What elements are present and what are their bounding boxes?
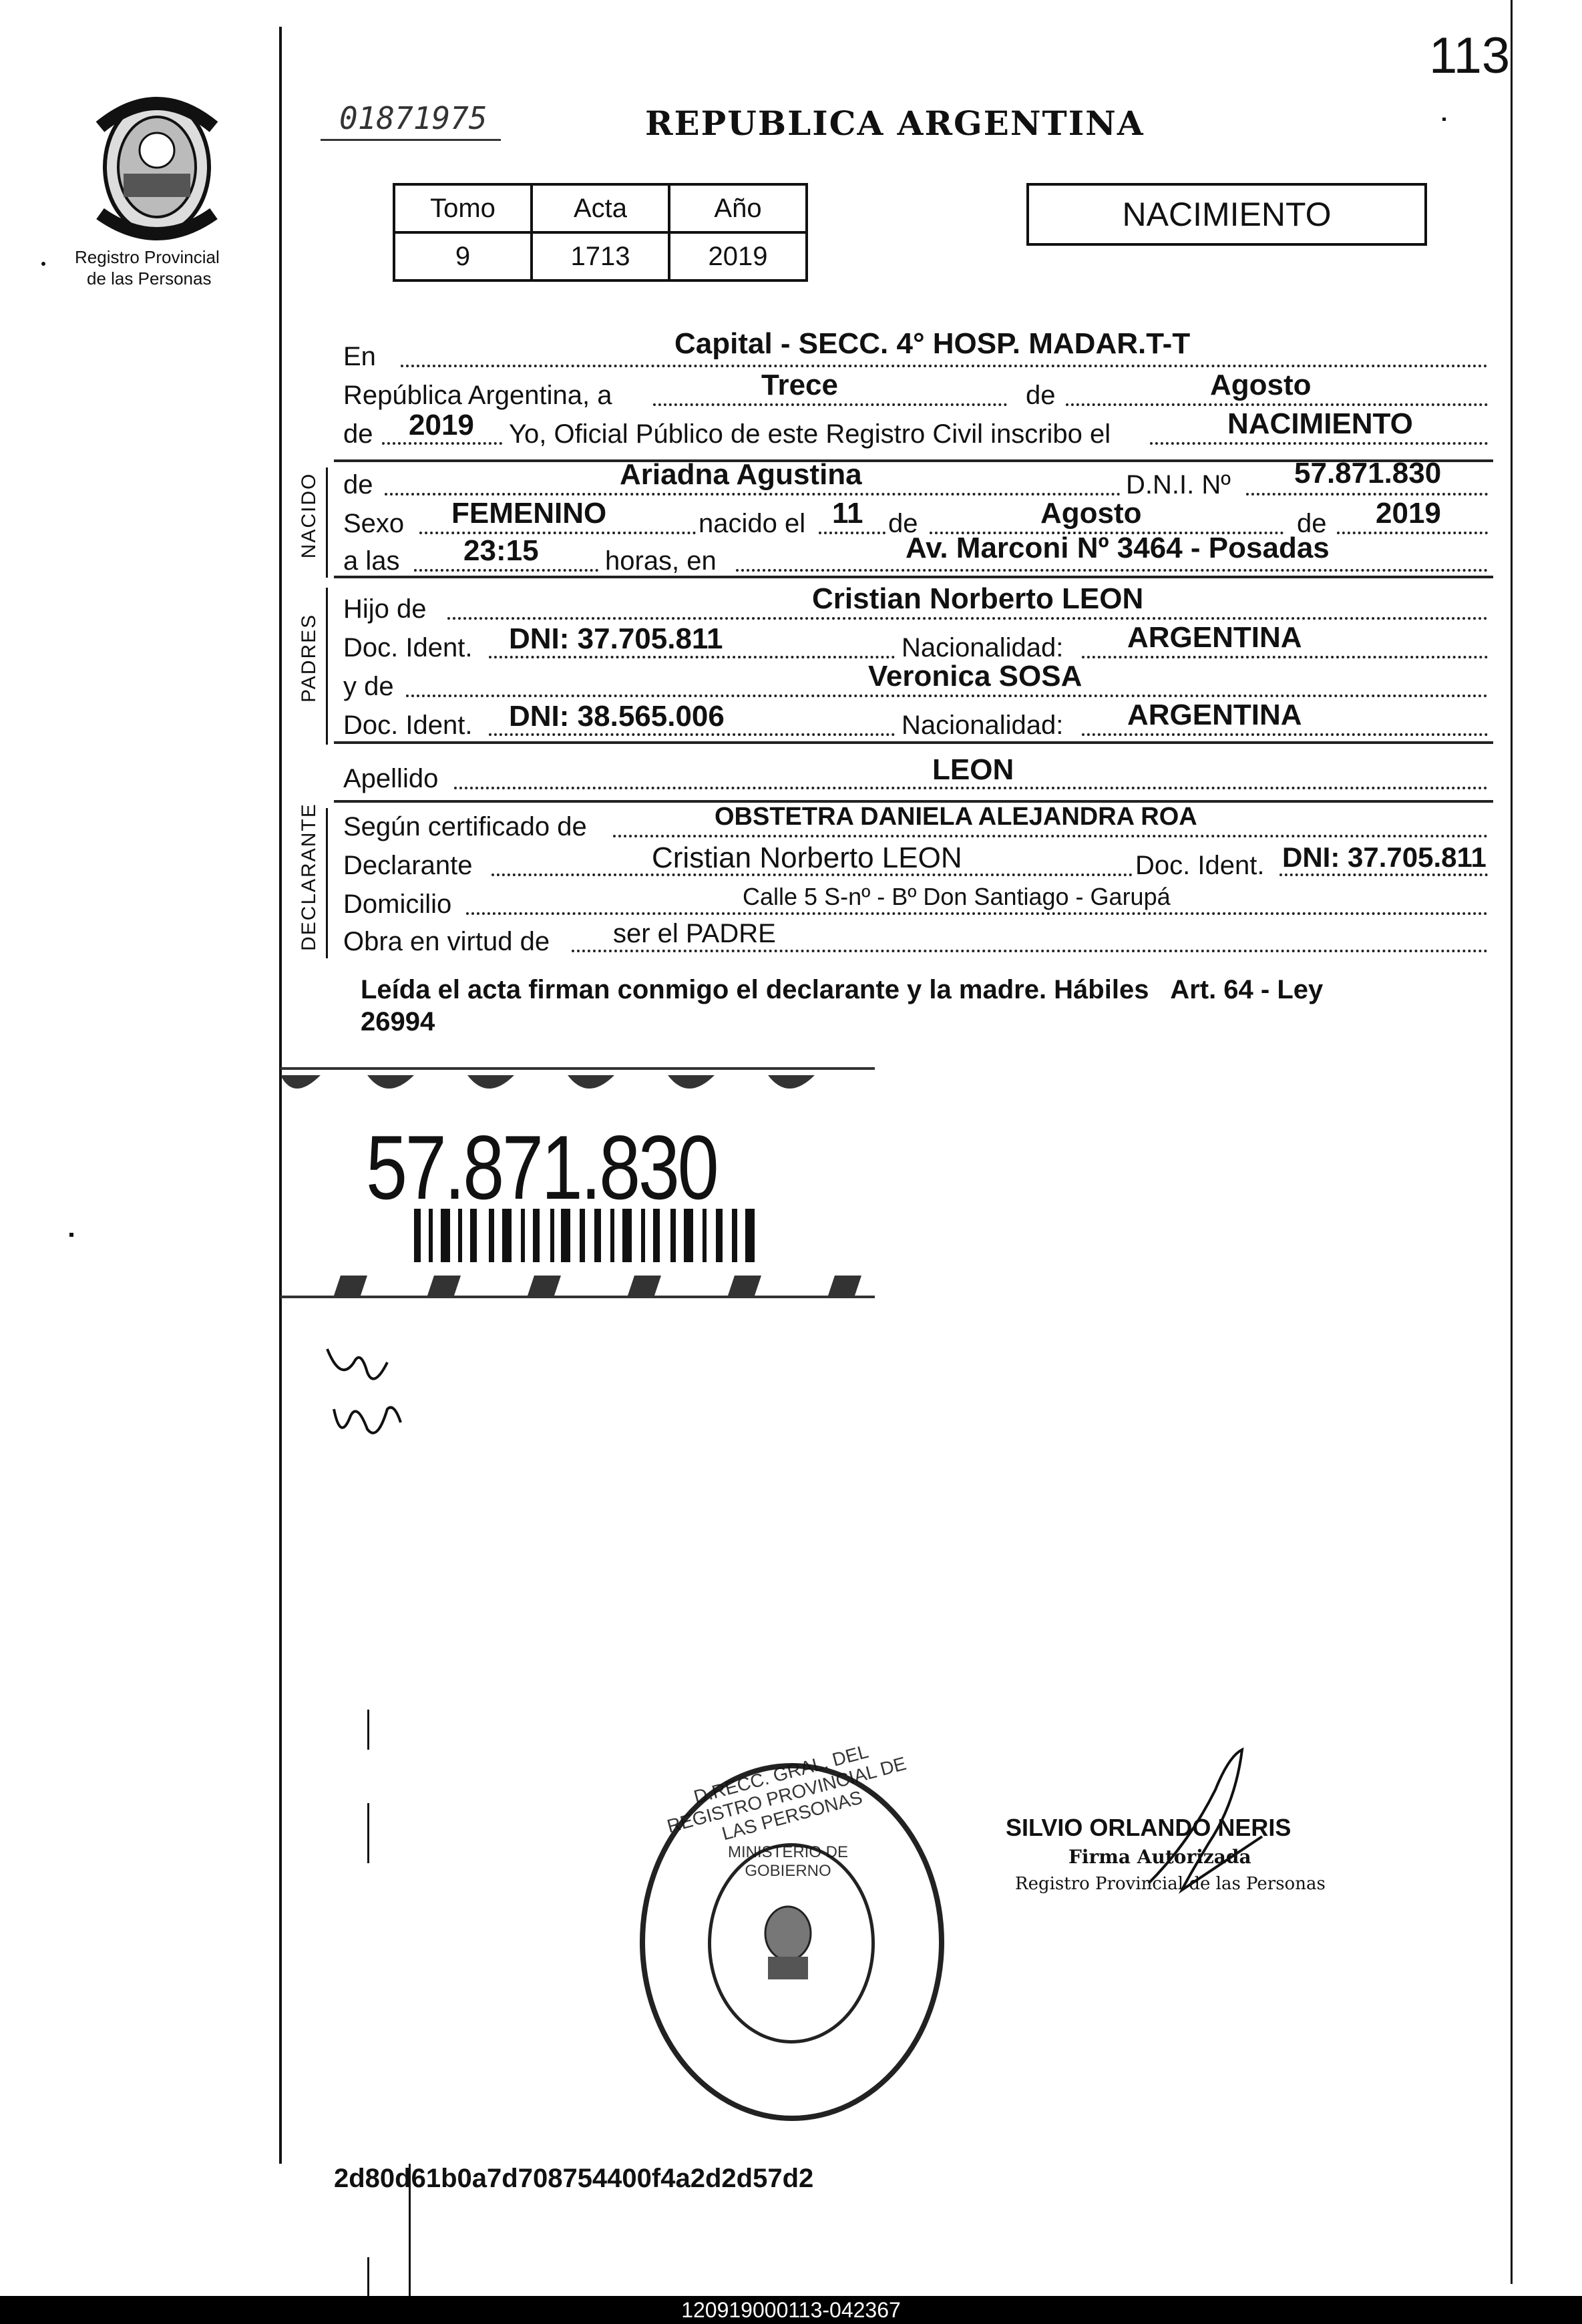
father-name: Cristian Norberto LEON [812,582,1144,615]
footer-code: 120919000113-042367 [681,2298,901,2322]
certificado-label: Según certificado de [343,812,587,841]
seal-inner-text: MINISTERIO DE GOBIERNO [727,1843,848,1880]
record-table [393,183,808,282]
stray-mark-1 [69,1233,73,1237]
nacido-el-label: nacido el [699,509,806,538]
birth-day: 11 [832,497,863,530]
sexo-label: Sexo [343,509,405,538]
year-dots [382,442,502,445]
stray-mark-2 [1442,118,1446,121]
seal-outer-text: D.RECC. GRAL. DEL REGISTRO PROVINCIAL DE LAS PERSONAS [664,1740,909,1845]
oficial-text: Yo, Oficial Público de este Registro Civil inscribo el [509,419,1111,449]
page-number: 113 [1429,27,1511,84]
country-title: REPUBLICA ARGENTINA [645,104,1145,143]
serial-number: 01871975 [339,100,487,136]
month-dots [1066,403,1488,406]
signatory-name: SILVIO ORLANDO NERIS [1006,1814,1292,1841]
bust-emblem-icon [755,1903,821,1983]
birth-month: Agosto [1040,497,1142,530]
republica-label: República Argentina, a [343,381,612,410]
declarante-bracket [326,808,328,958]
year-value: 2019 [409,409,474,441]
dni-label: D.N.I. Nº [1126,470,1231,500]
obra-label: Obra en virtud de [343,927,550,956]
inscribo-dots [1150,442,1488,445]
certificado-dots [613,835,1488,837]
father-nat-dots [1082,656,1488,658]
apellido-value: LEON [932,753,1014,786]
padres-bracket [326,588,328,745]
signatory-line2: Firma Autorizada [1068,1846,1251,1868]
birth-place: Av. Marconi Nº 3464 - Posadas [906,532,1330,564]
apellido-dots [454,787,1488,789]
mother-dots [406,695,1488,697]
en-label: En [343,342,376,371]
tick-1 [367,1710,369,1750]
hijo-label: Hijo de [343,594,427,624]
dni-dots [1246,493,1488,496]
name-dots [385,493,1121,496]
apellido-label: Apellido [343,764,439,793]
logo-caption-2: de las Personas [87,268,212,288]
mother-nationality: ARGENTINA [1127,699,1302,731]
obra-dots [572,950,1488,952]
serial-underline [321,139,501,141]
mother-nat-label: Nacionalidad: [902,711,1064,740]
domicilio-dots [466,912,1488,915]
padres-section-label: PADRES [298,613,320,703]
record-type-box: NACIMIENTO [1026,183,1427,246]
footer-bar [0,2296,1582,2324]
birth-hour: 23:15 [463,534,539,567]
mother-doc-dots [489,733,895,736]
domicilio-value: Calle 5 S-nº - Bº Don Santiago - Garupá [743,883,1171,910]
nacido-de-label: de [343,470,373,500]
closing-text-line1: Leída el acta firman conmigo el declarante y la madre. Hábiles Art. 64 - Ley [361,975,1324,1004]
birthplace-dots [736,569,1488,572]
sexo-dots [419,532,696,534]
signature-scribble-icon [321,1336,414,1456]
logo-caption-1: Registro Provincial [75,247,220,267]
right-border-line [1511,0,1513,2284]
father-nat-label: Nacionalidad: [902,633,1064,662]
de-label-1: de [1026,381,1056,410]
day-value: Trece [761,369,838,401]
provincial-logo [87,87,227,240]
nacido-bracket [326,467,328,578]
divider-2 [334,576,1493,578]
header-tomo: Tomo [394,184,532,232]
hour-dots [414,569,598,572]
tick-3 [367,2257,369,2297]
value-acta: 1713 [532,232,669,280]
bullet-dot [41,262,45,266]
child-dni: 57.871.830 [1294,457,1442,490]
de-label-3: de [888,509,918,538]
sexo-value: FEMENINO [451,497,607,530]
birth-year: 2019 [1376,497,1441,530]
father-doc: DNI: 37.705.811 [509,622,723,655]
mother-doc: DNI: 38.565.006 [509,700,725,733]
closing-text-line2: 26994 [361,1007,435,1036]
value-tomo: 9 [394,232,532,280]
header-acta: Acta [532,184,669,232]
en-value: Capital - SECC. 4° HOSP. MADAR.T-T [674,327,1191,360]
day-dots [653,403,1007,406]
handwritten-initials [321,1336,414,1459]
month-value: Agosto [1210,369,1312,401]
horas-label: horas, en [605,546,717,576]
nacido-section-label: NACIDO [298,472,320,559]
value-ano: 2019 [669,232,807,280]
certificado-value: OBSTETRA DANIELA ALEJANDRA ROA [715,803,1197,831]
tick-2 [367,1803,369,1863]
yde-label: y de [343,672,394,701]
hash-code: 2d80d61b0a7d708754400f4a2d2d57d2 [334,2164,814,2193]
barcode-number: 57.871.830 [366,1117,717,1218]
mother-name: Veronica SOSA [868,660,1082,693]
seal-emblem [755,1903,821,1987]
en-dots [401,365,1488,367]
declarante-doc-label: Doc. Ident. [1135,851,1265,880]
domicilio-label: Domicilio [343,890,452,919]
de-label-4: de [1297,509,1327,538]
alas-label: a las [343,546,400,576]
birthyear-dots [1337,532,1488,534]
header-ano: Año [669,184,807,232]
signatory-line3: Registro Provincial de las Personas [1015,1874,1326,1894]
declarante-section-label: DECLARANTE [298,803,320,951]
obra-value: ser el PADRE [613,919,776,948]
declarante-doc-dots [1279,874,1488,876]
father-dots [447,617,1488,620]
birthday-dots [819,532,885,534]
coat-of-arms-icon [87,87,227,240]
divider-3 [334,741,1493,744]
inscribo-value: NACIMIENTO [1227,407,1413,440]
de-label-2: de [343,419,373,449]
child-name: Ariadna Agustina [620,458,862,491]
father-doc-dots [489,656,895,658]
declarante-label: Declarante [343,851,473,880]
father-doc-label: Doc. Ident. [343,633,473,662]
father-nationality: ARGENTINA [1127,621,1302,654]
declarante-doc: DNI: 37.705.811 [1282,841,1487,873]
mother-doc-label: Doc. Ident. [343,711,473,740]
declarante-value: Cristian Norberto LEON [652,841,962,874]
mother-nat-dots [1082,733,1488,736]
